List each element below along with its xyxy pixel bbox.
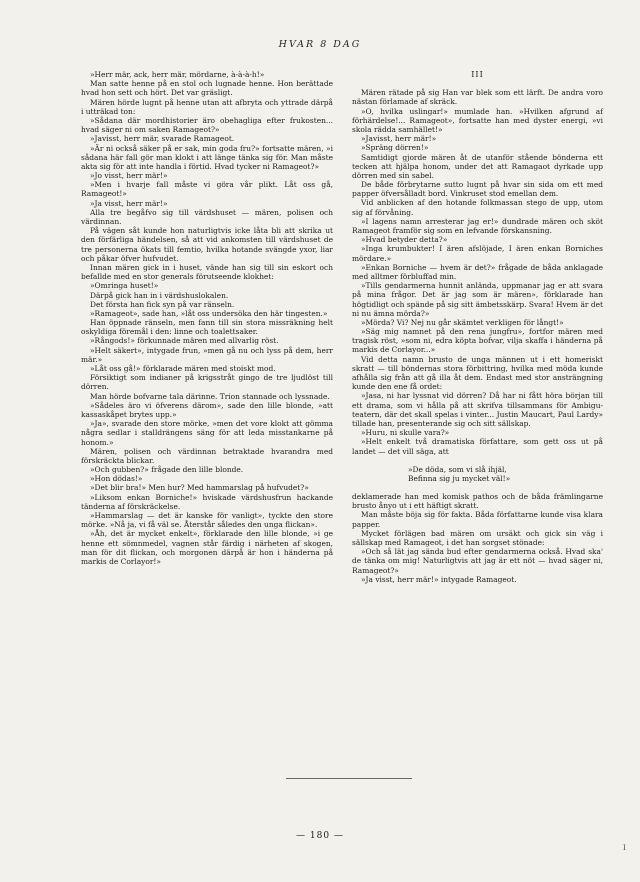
page-number: — 180 — (296, 831, 344, 841)
paragraph: »Hammarslag — det är kanske för vanligt», tyckte den store mörke. »Nå ja, vi få väl se. Återstår således den unga flickan». (81, 511, 333, 530)
paragraph: »Hon dödas!» (90, 474, 143, 484)
verse-line-1: »De döda, som vi slå ihjäl, (408, 464, 507, 474)
paragraph: »Sådana där mordhistorier äro obehagliga efter frukosten... hvad säger ni om saken Ramageot?» (81, 115, 333, 135)
paragraph: »Herr mär, ack, herr mär, mördarne, à-à-à-h!» (90, 70, 265, 79)
paragraph: Samtidigt gjorde mären åt de utanför stående bönderna ett tecken att hjälpa honom, under det att Ramagaot dyrkade upp dörren med sin sabel. (352, 152, 603, 180)
paragraph: »Helt säkert», intygade frun, »men gå nu och lyss på dem, herr mär.» (81, 345, 333, 364)
paragraph: Innan mären gick in i huset, vände han sig till sin eskort och befallde med en stor generals förutseende klokhet: (81, 262, 333, 282)
footer-rule (286, 778, 412, 779)
paragraph: deklamerade han med komisk pathos och de båda främlingarne brusto ånyo ut i ett häftigt skratt. (352, 492, 603, 511)
paragraph: »Ja», svarade den store mörke, »men det vore klokt att gömma några sedlar i stalldrängens säng för att leda misstankarne på honom.» (81, 419, 333, 447)
paragraph: »Och så lät jag sända bud efter gendarmerna också. Hvad ska' de tänka om mig! Naturligtvis att jag är ett nöt — hvad säger ni, Ramageot?» (352, 547, 603, 575)
paragraph: Försiktigt som indianer på krigsstråt gingo de tre ljudlöst till dörren. (81, 373, 333, 392)
paragraph: De både förbrytarne sutto lugnt på hvar sin sida om ett med papper öfversålladt bord. Vinkruset stod emellan dem. (352, 180, 603, 199)
paragraph: Vid anblicken af den hotande folkmassan stego de upp, utom sig af förvåning. (352, 198, 603, 217)
paragraph: »Helt enkelt två dramatiska författare, som gett oss ut på landet — det vill säga, att (352, 437, 603, 456)
paragraph: »Och gubben?» frågade den lille blonde. (90, 465, 244, 475)
paragraph: Man måste böja sig för fakta. Båda författarne kunde visa klara papper. (352, 510, 603, 529)
paragraph: »Det blir bra!» Men hur? Med hammarslag på hufvudet?» (90, 483, 309, 493)
right-column (352, 70, 603, 584)
paragraph: Mären, polisen och värdinnan betraktade hvarandra med förskräckta blickar. (81, 446, 333, 465)
edge-mark: I (623, 844, 626, 852)
paragraph: »Enkan Borniche — hvem är det?» frågade de båda anklagade med alltmer förbluffad min. (352, 262, 603, 281)
paragraph: »Tills gendarmerna hunnit anlända, uppmanar jag er att svara på mina frågor. Det är jag som är mären», förklarade han högtidligt och spände på sig sitt ämbetsskärp. Svara! Hvem är det ni nu ämna mörda?» (352, 281, 603, 318)
verse-quote (352, 465, 603, 483)
paragraph: »Sådeles äro vi öfverens därom», sade den lille blonde, »att kassaskåpet brytes upp.» (81, 400, 333, 419)
paragraph: Man satte henne på en stol och lugnade henne. Hon berättade hvad hon sett och hört. Det var gräsligt. (81, 79, 333, 98)
paragraph: »Spräng dörren!» (361, 143, 429, 153)
paragraph: På vägen såt kunde hon naturligtvis icke låta bli att skrika ut den förfärliga händelsen, så att vid ankomsten till värdshuset de tre personerna ökats till femtio, hvilka hotande svängde yxor, liar och påkar öfver hufvudet. (81, 226, 333, 263)
paragraph: »Jasa, ni har lyssnat vid dörren? Då har ni fått höra början till ett drama, som vi hålla på att skrifva tillsammans för Ambigu-teatern, där det skall spelas i vinter... Justin Maucart, Paul Lardy» tillade han, presenterande sig och sitt sällskap. (352, 391, 603, 428)
paragraph: »Liksom enkan Borniche!» hviskade värdshusfrun hackande tänderna af förskräckelse. (81, 492, 333, 511)
paragraph: Man hörde bofvarne tala därinne. Trion stannade och lyssnade. (90, 391, 330, 401)
paragraph: Vid detta namn brusto de unga männen ut i ett homeriskt skratt — till böndernas stora förbittring, hvilka med möda kunde afhålla sig från att gå illa åt dem. Endast med stor ansträngning kunde den ene få ordet: (352, 354, 603, 392)
paragraph: »Javisst, herr mär, svarade Ramageot. (90, 134, 235, 144)
verse-line-2: Befinna sig ju mycket väl!» (408, 473, 511, 483)
paragraph: »Är ni också säker på er sak, min goda fru?» fortsatte mären, »i sådana här fall gör man klokt i att länge tänka sig för. Man måste akta sig för att inte handla i förtid. Hvad tycker ni Ramageot?» (81, 143, 333, 171)
paragraph: »Jo visst, herr mär!» (90, 171, 168, 181)
paragraph: Det första han fick syn på var ränseln. (90, 299, 235, 309)
paragraph: »Huru, ni skulle vara?» (361, 428, 450, 438)
paragraph: Alla tre begåfvo sig till värdshuset — mären, polisen och värdinnan. (81, 207, 333, 226)
paragraph: »Hvad betyder detta?» (361, 235, 448, 245)
running-header: HVAR 8 DAG (278, 39, 362, 50)
right-column-text-b (352, 492, 603, 584)
paragraph: »Ja visst, herr mär!» (90, 198, 168, 208)
paragraph: »Men i hvarje fall måste vi göra vår plikt. Låt oss gå, Ramageot!» (81, 180, 333, 199)
paragraph: Han öppnade ränseln, men fann till sin stora missräkning helt oskyldiga föremål i den: linne och toalettsaker. (81, 318, 333, 337)
right-column-text-a (352, 88, 603, 456)
paragraph: »Ja visst, herr mär!» intygade Ramageot. (361, 574, 517, 584)
paragraph: »Ramageot», sade han, »låt oss undersöka den här tingesten.» (90, 308, 328, 318)
paragraph: »Rångods!» förkunnade mären med allvarlig röst. (90, 336, 279, 346)
paragraph: Mycket förlägen bad mären om ursäkt och gick sin väg i sällskap med Ramageot, i det han sorgset stönade: (352, 528, 603, 547)
paragraph: »Låt oss gå!» förklarade mären med stoiskt mod. (90, 364, 276, 373)
paragraph: »I lagens namn arresterar jag er!» dundrade mären och sköt Ramageot framför sig som en lefvande förskansning. (352, 216, 603, 235)
paragraph: »Omringa huset!» (90, 281, 159, 291)
section-number: III (471, 70, 484, 79)
paragraph: Mären rätade på sig Han var blek som ett lärft. De andra voro nästan förlamade af skräck. (352, 88, 603, 107)
paragraph: »O, hvilka uslingar!» mumlade han. »Hvilken afgrund af förhärdelse!... Ramageot», fortsatte han med dyster energi, »vi skola rädda samhället!» (352, 106, 603, 134)
paragraph: Mären hörde lugnt på henne utan att afbryta och yttrade därpå i utträkad ton: (81, 97, 333, 116)
left-column (81, 70, 333, 566)
paragraph: »Javisst, herr mär!» (361, 134, 437, 144)
paragraph: Därpå gick han in i värdshuslokalen. (90, 290, 229, 300)
paragraph: »Inga krumbukter! I ären afslöjade, I ären enkan Borniches mördare.» (352, 244, 603, 263)
paragraph: »Mörda? Vi? Nej nu går skämtet verkligen för långt!» (361, 317, 564, 327)
paragraph: »Säg mig namnet på den rena jungfru», fortfor mären med tragisk röst, »som ni, edra köpta bofvar, vilja skaffa i händerna på markis de Corlayor...» (352, 327, 603, 355)
paragraph: »Åh, det är mycket enkelt», förklarade den lille blonde, »i ge henne ett sömnmedel, vagnen står färdig i närheten af skogen, man för dit flickan, och morgonen därpå är hon i händerna på markis de Corlayor!» (81, 529, 333, 566)
